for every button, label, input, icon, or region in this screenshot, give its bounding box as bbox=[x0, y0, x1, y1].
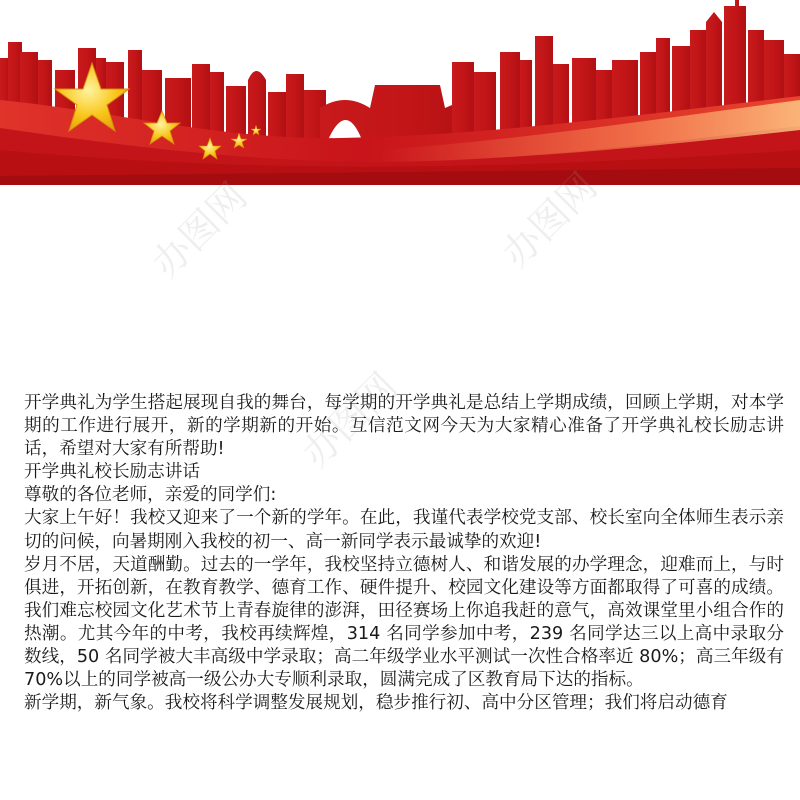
intro-paragraph: 开学典礼为学生搭起展现自我的舞台，每学期的开学典礼是总结上学期成绩，回顾上学期，对本学期的工作进行展开，新的学期新的开始。互信范文网今天为大家精心准备了开学典礼校长励志讲话，希望对大家有所帮助! bbox=[24, 393, 784, 460]
red-banner-header bbox=[0, 0, 800, 185]
speech-title: 开学典礼校长励志讲话 bbox=[24, 462, 200, 483]
greeting-paragraph: 大家上午好！我校又迎来了一个新的学年。在此，我谨代表学校党支部、校长室向全体师生表示亲切的问候，向暑期刚入我校的初一、高一新同学表示最诚挚的欢迎! bbox=[24, 508, 784, 552]
salutation: 尊敬的各位老师，亲爱的同学们: bbox=[24, 485, 277, 506]
watermark: 办图网 bbox=[143, 174, 256, 286]
document-body bbox=[24, 392, 784, 715]
new-term-paragraph: 新学期，新气象。我校将科学调整发展规划，稳步推行初、高中分区管理；我们将启动德育 bbox=[24, 693, 728, 714]
achievements-paragraph: 岁月不居，天道酬勤。过去的一学年，我校坚持立德树人、和谐发展的办学理念，迎难而上，与时俱进，开拓创新，在教育教学、德育工作、硬件提升、校园文化建设等方面都取得了可喜的成绩。我们难忘校园文化艺术节上青春旋律的澎湃，田径赛场上你追我赶的意气，高效课堂里小组合作的热潮。尤其今年的中考，我校再续辉煌，314 名同学参加中考，239 名同学达三以上高中录取分数线，50 名同学被大丰高级中学录取；高二年级学业水平测试一次性合格率近 80%；高三年级有 70%以上的同学被高一级公办大专顺利录取，圆满完成了区教育局下达的指标。 bbox=[24, 554, 784, 691]
watermark: 办图网 bbox=[293, 364, 406, 476]
watermark: 办图网 bbox=[493, 164, 606, 276]
